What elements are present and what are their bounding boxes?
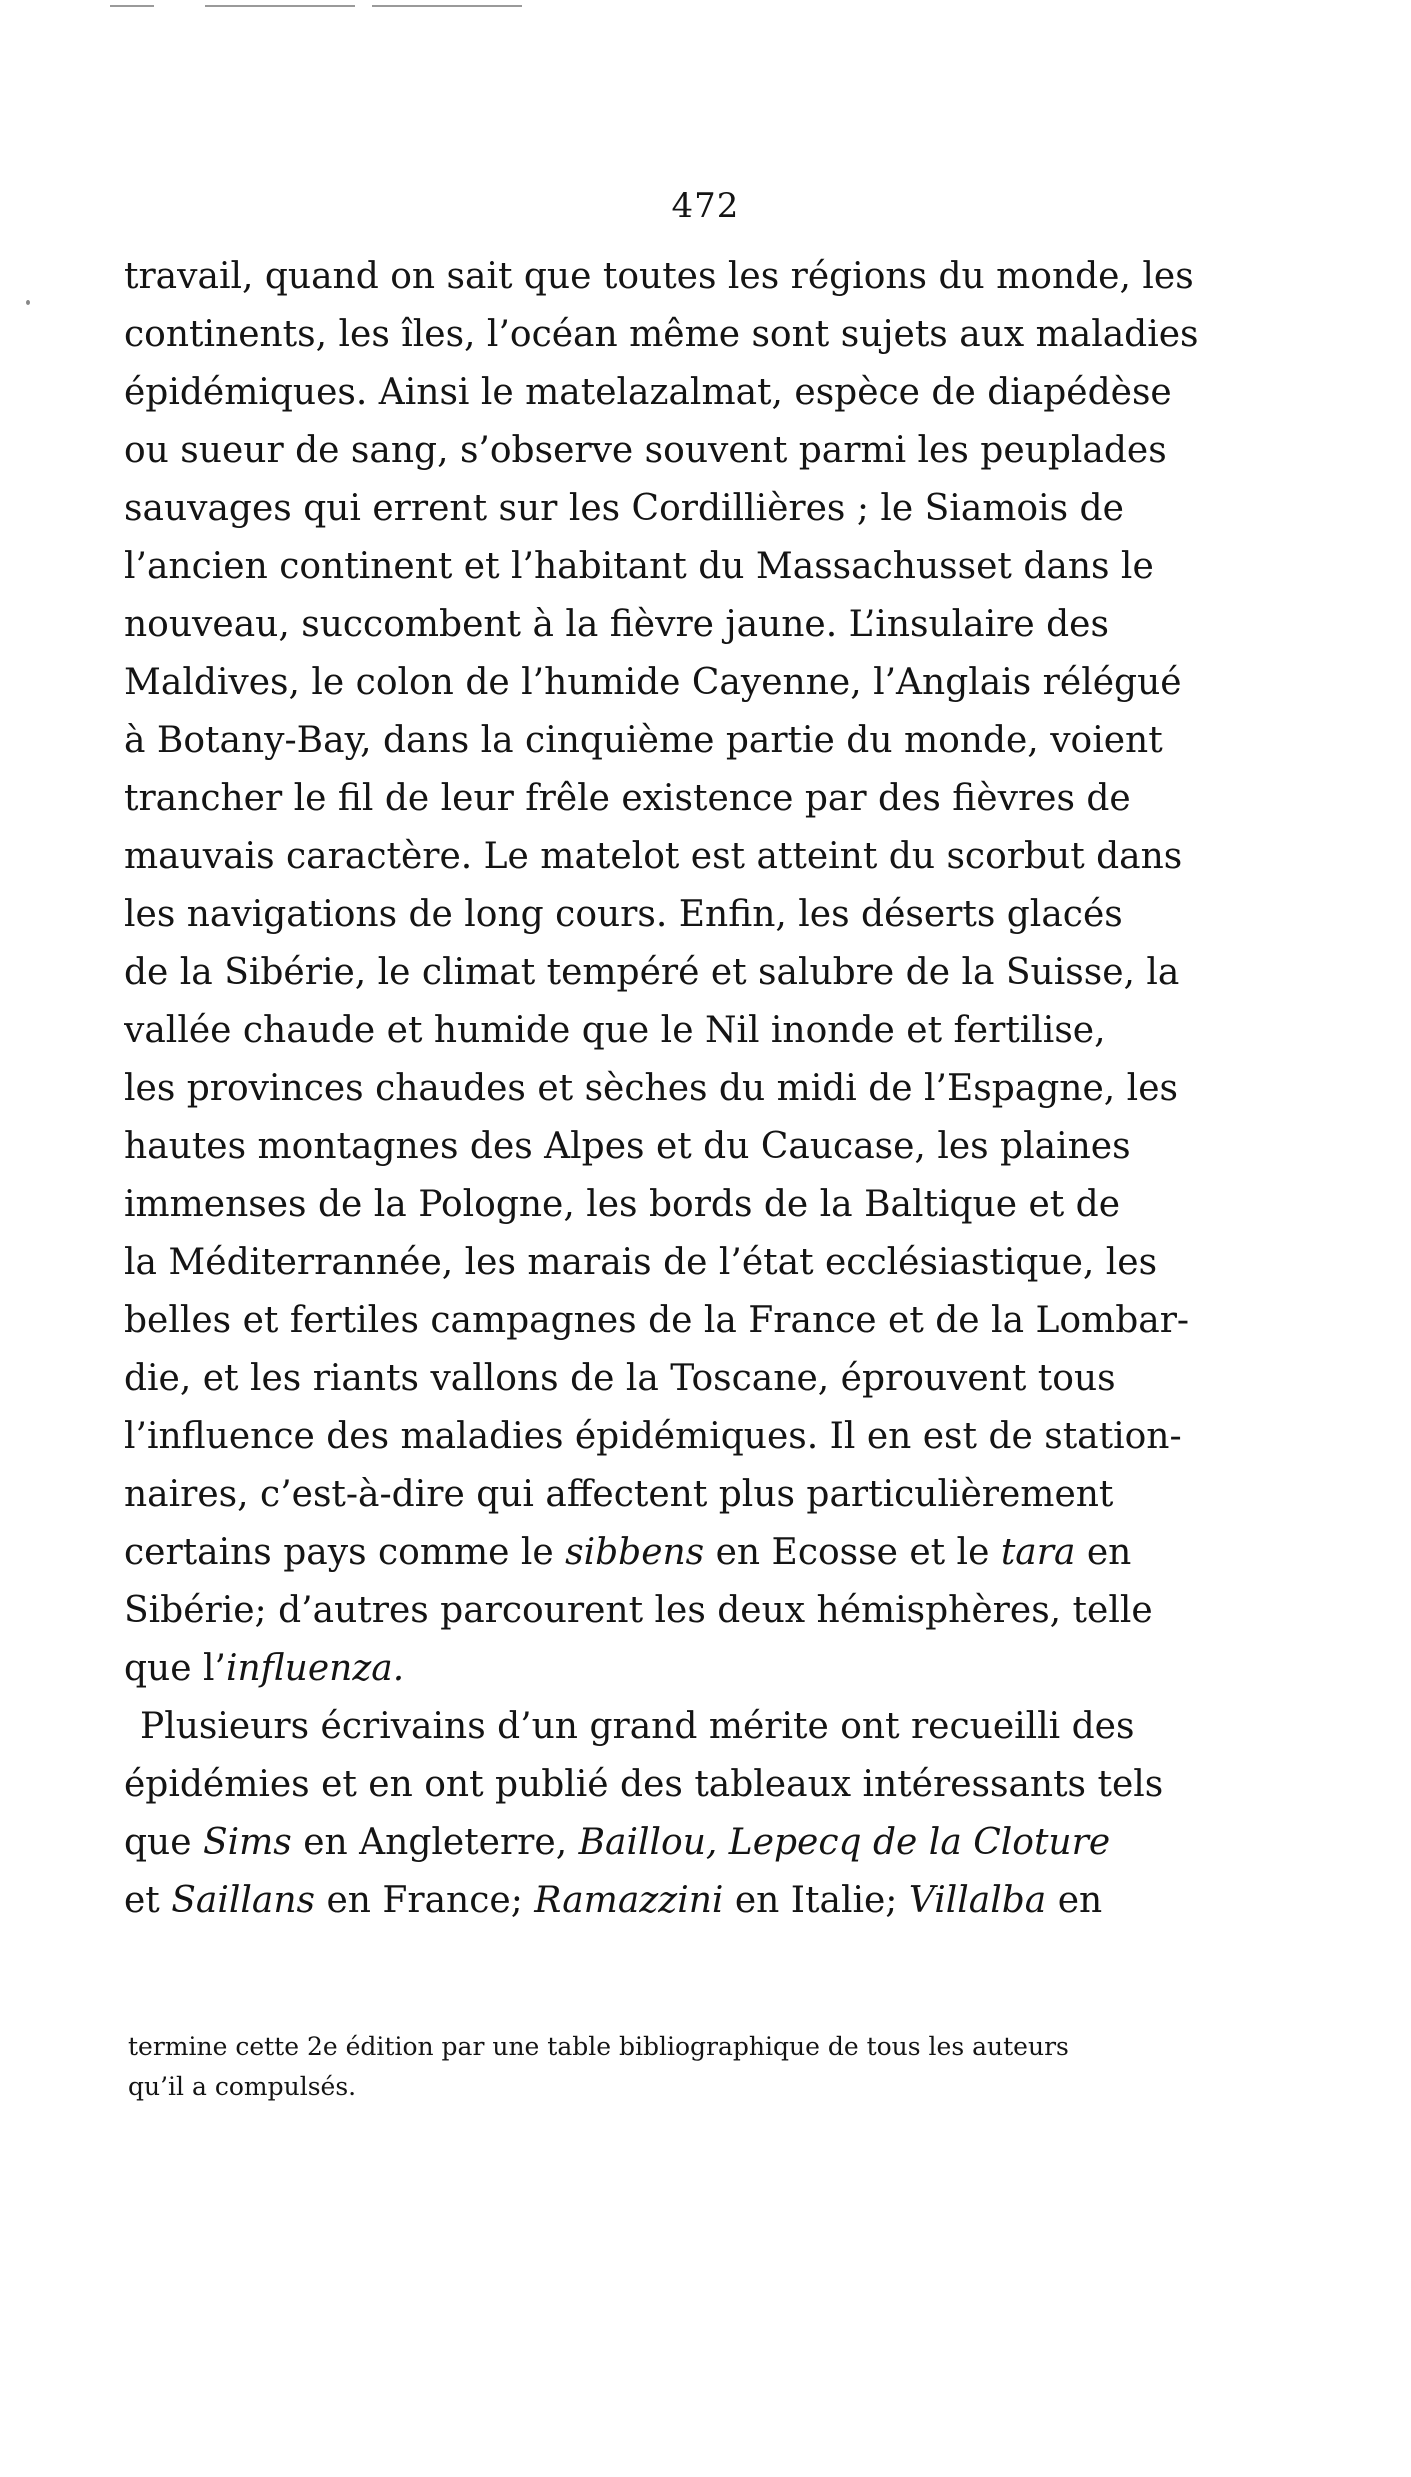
text-segment: nouveau, succombent à la fièvre jaune. L’insulaire des [124,604,1109,645]
text-segment: hautes montagnes des Alpes et du Caucase, les plaines [124,1126,1131,1167]
text-segment: en Ecosse et le [704,1532,1001,1573]
text-segment: belles et fertiles campagnes de la France et de la Lombar- [124,1300,1190,1341]
text-segment: et [124,1880,172,1921]
top-rule-middle [205,5,355,7]
text-segment: vallée chaude et humide que le Nil inonde et fertilise, [124,1010,1106,1051]
text-segment: naires, c’est-à-dire qui affectent plus particulièrement [124,1474,1114,1515]
text-segment: Plusieurs écrivains d’un grand mérite ont recueilli des [140,1706,1135,1747]
text-segment: en Italie; [723,1880,909,1921]
text-segment: que [124,1822,203,1863]
italic-text: Ramazzini [534,1880,724,1921]
text-line [124,1002,1224,1060]
footnote-line: qu’il a compulsés. [128,2072,357,2101]
italic-text: sibbens [565,1532,705,1573]
text-segment: travail, quand on sait que toutes les régions du monde, les [124,256,1194,297]
text-line [124,1234,1224,1292]
text-segment: l’influence des maladies épidémiques. Il en est de station- [124,1416,1182,1457]
text-segment: en [1046,1880,1103,1921]
text-segment: à Botany-Bay, dans la cinquième partie du monde, voient [124,720,1163,761]
text-segment: sauvages qui errent sur les Cordillières ; le Siamois de [124,488,1124,529]
text-line [124,1408,1224,1466]
text-line [124,886,1224,944]
text-line [124,422,1224,480]
text-line [124,1350,1224,1408]
text-segment: continents, les îles, l’océan même sont sujets aux maladies [124,314,1199,355]
text-line [124,712,1224,770]
text-line [124,1176,1224,1234]
text-segment: Sibérie; d’autres parcourent les deux hémisphères, telle [124,1590,1153,1631]
text-segment: l’ancien continent et l’habitant du Massachusset dans le [124,546,1154,587]
text-line [124,364,1224,422]
text-line [124,1524,1224,1582]
text-line [124,1814,1224,1872]
text-segment: mauvais caractère. Le matelot est atteint du scorbut dans [124,836,1183,877]
text-line [124,944,1224,1002]
text-segment: Maldives, le colon de l’humide Cayenne, l’Anglais rélégué [124,662,1182,703]
text-line [140,1698,1240,1756]
text-line [124,596,1224,654]
text-line [124,1582,1224,1640]
text-segment: les navigations de long cours. Enfin, les déserts glacés [124,894,1123,935]
text-segment: en Angleterre, [291,1822,579,1863]
text-line [124,1640,1224,1698]
text-segment: ou sueur de sang, s’observe souvent parmi les peuplades [124,430,1167,471]
text-segment: en [1075,1532,1132,1573]
footnote-line: termine cette 2e édition par une table bibliographique de tous les auteurs [128,2032,1069,2061]
text-line [124,1756,1224,1814]
page-number: 472 [671,186,740,226]
text-segment: épidémiques. Ainsi le matelazalmat, espèce de diapédèse [124,372,1172,413]
text-line [124,828,1224,886]
italic-text: Villalba [908,1880,1047,1921]
text-segment: die, et les riants vallons de la Toscane, éprouvent tous [124,1358,1116,1399]
text-segment: la Méditerrannée, les marais de l’état ecclésiastique, les [124,1242,1158,1283]
text-line [124,770,1224,828]
text-line [124,1060,1224,1118]
text-line [124,480,1224,538]
top-rule-left [110,5,154,7]
text-segment: que l’ [124,1648,226,1689]
text-segment: les provinces chaudes et sèches du midi de l’Espagne, les [124,1068,1178,1109]
text-segment: de la Sibérie, le climat tempéré et salubre de la Suisse, la [124,952,1180,993]
italic-text: Sims [202,1822,292,1863]
text-line [124,248,1224,306]
italic-text: tara [1000,1532,1076,1573]
text-segment: certains pays comme le [124,1532,566,1573]
text-line [124,1466,1224,1524]
top-rule-right [372,5,522,7]
italic-text: Saillans [171,1880,316,1921]
text-line [124,1292,1224,1350]
italic-text: influenza. [225,1648,405,1689]
text-line [124,1118,1224,1176]
text-line [124,538,1224,596]
margin-speck [26,300,30,305]
text-line [124,654,1224,712]
text-line [124,1872,1224,1930]
text-segment: immenses de la Pologne, les bords de la Baltique et de [124,1184,1121,1225]
text-segment: épidémies et en ont publié des tableaux intéressants tels [124,1764,1164,1805]
italic-text: Baillou, Lepecq de la Cloture [578,1822,1111,1863]
text-segment: trancher le fil de leur frêle existence par des fièvres de [124,778,1131,819]
text-segment: en France; [315,1880,535,1921]
text-line [124,306,1224,364]
